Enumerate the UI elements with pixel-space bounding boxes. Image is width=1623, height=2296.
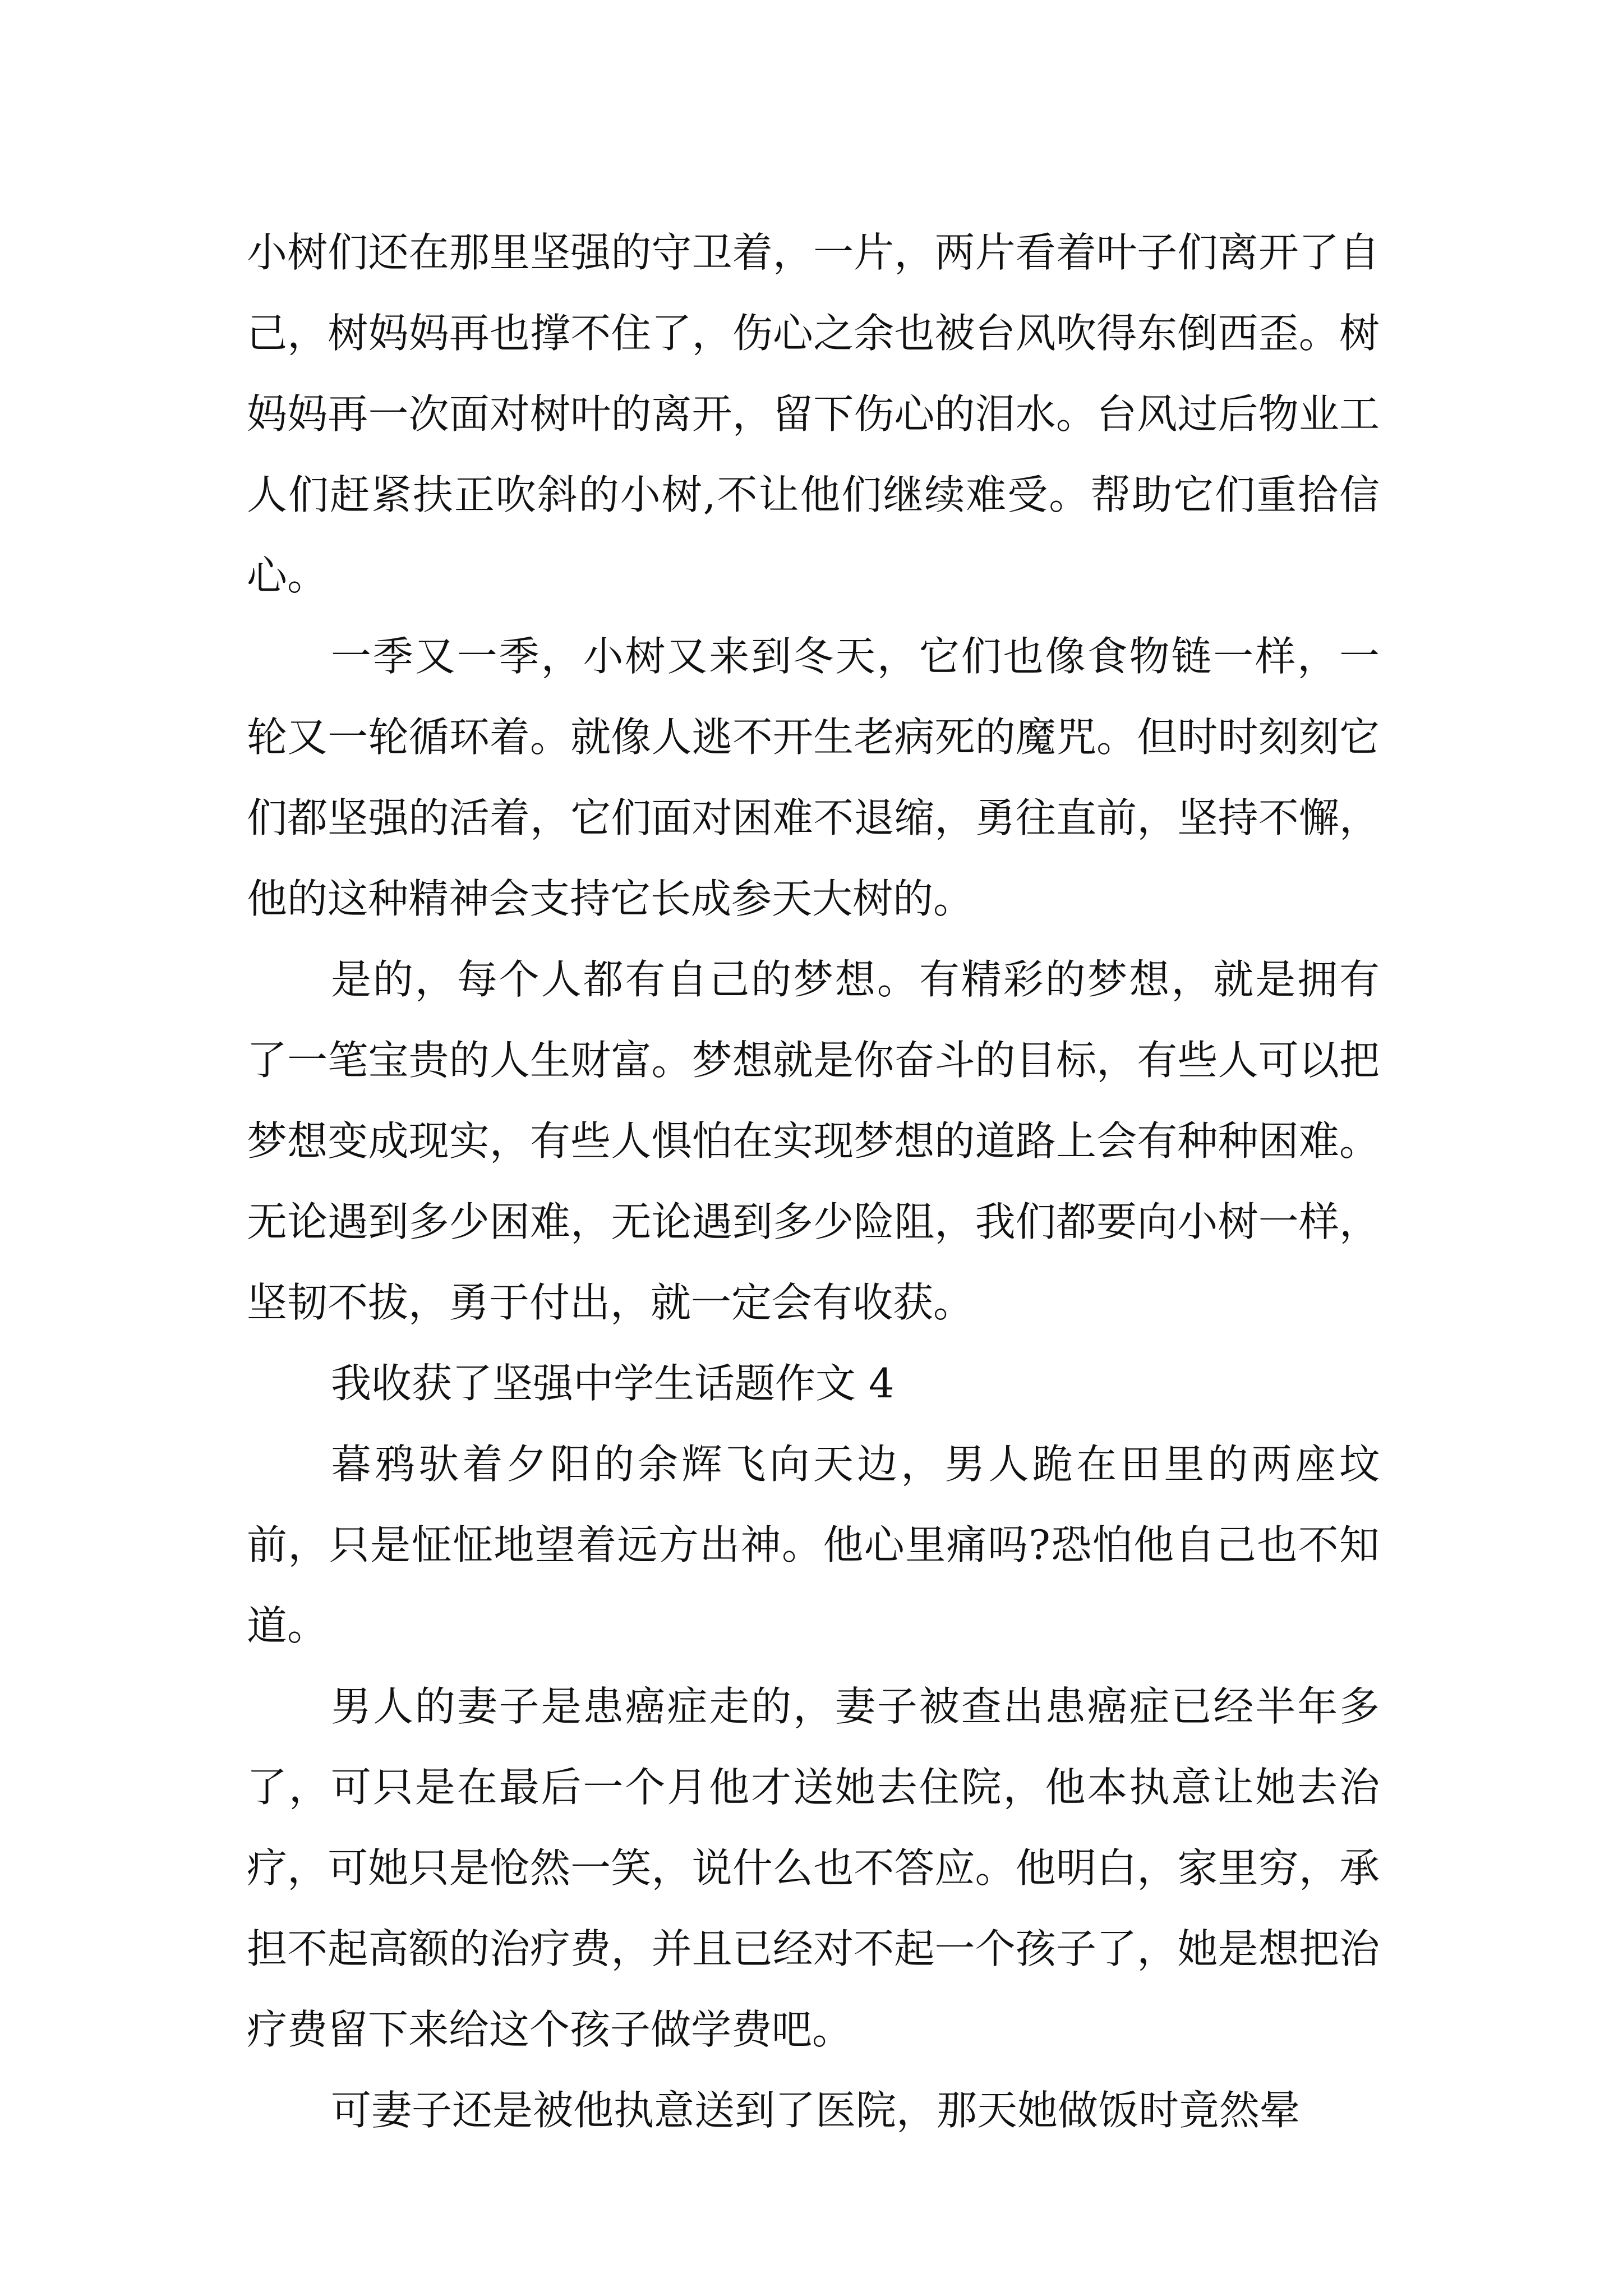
paragraph-2: 一季又一季，小树又来到冬天，它们也像食物链一样，一轮又一轮循环着。就像人逃不开生老病死的魔咒。但时时刻刻它们都坚强的活着，它们面对困难不退缩，勇往直前，坚持不懈，他的这种精神会支持它长成参天大树的。: [247, 633, 1380, 922]
section-heading: 我收获了坚强中学生话题作文 4: [331, 1360, 895, 1407]
paragraph-4: 暮鸦驮着夕阳的余辉飞向天边，男人跪在田里的两座坟前，只是怔怔地望着远方出神。他心里痛吗?恐怕他自己也不知道。: [247, 1441, 1380, 1649]
paragraph-1: 小树们还在那里坚强的守卫着，一片，两片看着叶子们离开了自己，树妈妈再也撑不住了，伤心之余也被台风吹得东倒西歪。树妈妈再一次面对树叶的离开，留下伤心的泪水。台风过后物业工人们赶紧扶正吹斜的小树,不让他们继续难受。帮助它们重拾信心。: [247, 229, 1380, 599]
document-body: [247, 212, 1380, 2151]
paragraph-5: 男人的妻子是患癌症走的，妻子被查出患癌症已经半年多了，可只是在最后一个月他才送她去住院，他本执意让她去治疗，可她只是怆然一笑，说什么也不答应。他明白，家里穷，承担不起高额的治疗费，并且已经对不起一个孩子了，她是想把治疗费留下来给这个孩子做学费吧。: [247, 1683, 1380, 2053]
paragraph-6: 可妻子还是被他执意送到了医院，那天她做饭时竟然晕: [331, 2087, 1301, 2134]
paragraph-3: 是的，每个人都有自己的梦想。有精彩的梦想，就是拥有了一笔宝贵的人生财富。梦想就是你奋斗的目标，有些人可以把梦想变成现实，有些人惧怕在实现梦想的道路上会有种种困难。无论遇到多少困难，无论遇到多少险阻，我们都要向小树一样，坚韧不拔，勇于付出，就一定会有收获。: [247, 956, 1380, 1326]
